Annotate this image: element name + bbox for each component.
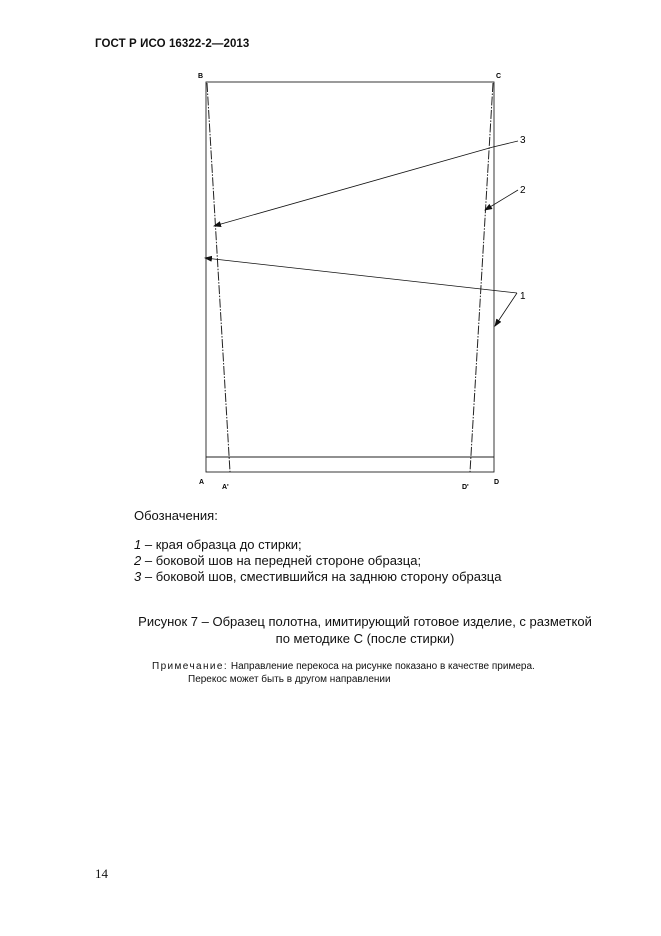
point-label-d-prime: D' [462, 484, 469, 491]
callout-number-1: 1 [520, 291, 526, 302]
left-seam-line [207, 83, 230, 472]
legend-item [134, 553, 501, 569]
right-seam-line [470, 83, 493, 472]
caption-line-2: по методике С (после стирки) [275, 631, 455, 646]
legend-item-number: 1 [134, 537, 142, 552]
figure-note [152, 660, 535, 686]
legend-item-text: – боковой шов, сместившийся на заднюю сторону образца [141, 569, 502, 584]
note-label: Примечание: [152, 661, 229, 672]
legend-item-text: – края образца до стирки; [141, 537, 302, 552]
callout-number-2: 2 [520, 185, 526, 196]
legend-item-text: – боковой шов на передней стороне образца; [141, 553, 422, 568]
callout-2-arrow [485, 190, 518, 210]
corner-label-b: B [198, 73, 204, 80]
corner-label-d: D [494, 479, 500, 486]
corner-label-a: A [199, 479, 205, 486]
legend-item-number: 2 [134, 553, 142, 568]
figure-caption [100, 613, 630, 647]
callout-3-arrow [214, 147, 493, 226]
note-text-1: Направление перекоса на рисунке показано в качестве примера. [228, 661, 535, 672]
legend-item [134, 537, 501, 553]
callout-1-arrow-b [495, 293, 517, 326]
callout-1-arrow-a [205, 258, 517, 293]
legend-item [134, 569, 501, 585]
callout-3-leader [493, 141, 518, 147]
legend-title: Обозначения: [134, 508, 218, 523]
point-label-a-prime: A' [222, 484, 229, 491]
note-text-2: Перекос может быть в другом направлении [188, 674, 391, 685]
callout-number-3: 3 [520, 135, 526, 146]
page-number: 14 [95, 866, 108, 881]
sample-outline [206, 82, 494, 472]
legend-list [134, 537, 501, 585]
corner-label-c: C [496, 73, 502, 80]
document-header: ГОСТ Р ИСО 16322-2—2013 [95, 38, 250, 50]
legend-item-number: 3 [134, 569, 142, 584]
caption-line-1: Рисунок 7 – Образец полотна, имитирующий готовое изделие, с разметкой [138, 614, 592, 629]
